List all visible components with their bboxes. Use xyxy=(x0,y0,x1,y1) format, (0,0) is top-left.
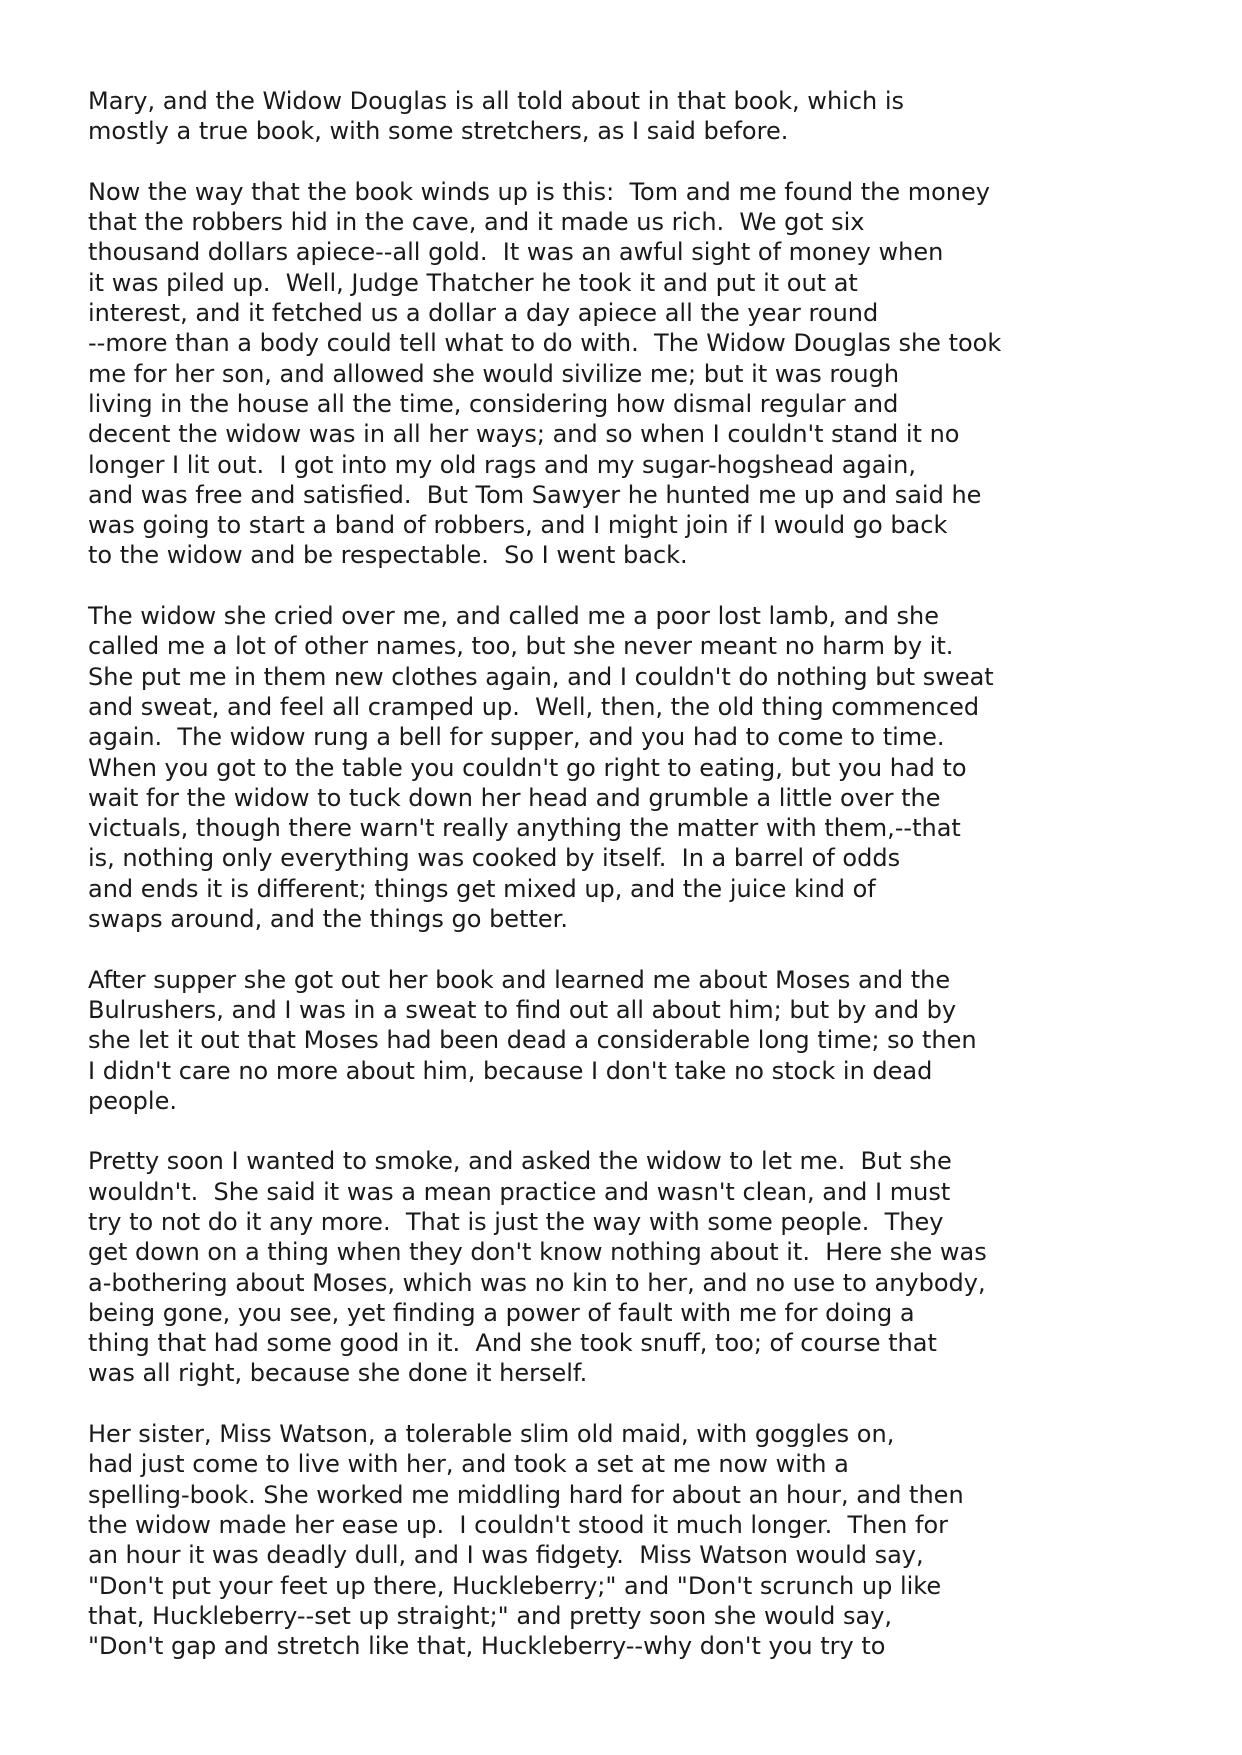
text-line: she let it out that Moses had been dead a considerable long time; so then xyxy=(88,1026,977,1055)
text-line: to the widow and be respectable. So I went back. xyxy=(88,541,688,570)
text-line: Pretty soon I wanted to smoke, and asked the widow to let me. But she xyxy=(88,1147,952,1176)
text-line: get down on a thing when they don't know nothing about it. Here she was xyxy=(88,1238,987,1267)
text-line: me for her son, and allowed she would sivilize me; but it was rough xyxy=(88,359,900,388)
text-line: interest, and it fetched us a dollar a day apiece all the year round xyxy=(88,299,879,328)
text-line: decent the widow was in all her ways; and so when I couldn't stand it no xyxy=(88,420,960,449)
paragraph-3 xyxy=(88,601,1208,934)
text-line: called me a lot of other names, too, but she never meant no harm by it. xyxy=(88,632,954,661)
text-line: After supper she got out her book and learned me about Moses and the xyxy=(88,965,951,994)
text-line: --more than a body could tell what to do with. The Widow Douglas she took xyxy=(88,329,1002,358)
text-line: mostly a true book, with some stretchers, as I said before. xyxy=(88,117,789,146)
paragraph-6 xyxy=(88,1419,1208,1661)
text-line: had just come to live with her, and took a set at me now with a xyxy=(88,1450,849,1479)
text-line: being gone, you see, yet finding a power of fault with me for doing a xyxy=(88,1298,915,1327)
text-line: and ends it is different; things get mixed up, and the juice kind of xyxy=(88,874,876,903)
paragraph-2 xyxy=(88,177,1208,571)
text-line: again. The widow rung a bell for supper, and you had to come to time. xyxy=(88,723,945,752)
text-line: Bulrushers, and I was in a sweat to find out all about him; but by and by xyxy=(88,995,957,1024)
text-line: was going to start a band of robbers, and I might join if I would go back xyxy=(88,511,948,540)
text-line: people. xyxy=(88,1086,177,1115)
text-line: wouldn't. She said it was a mean practice and wasn't clean, and I must xyxy=(88,1177,951,1206)
text-line: try to not do it any more. That is just the way with some people. They xyxy=(88,1207,944,1236)
text-line: thousand dollars apiece--all gold. It was an awful sight of money when xyxy=(88,238,944,267)
text-line: "Don't gap and stretch like that, Huckleberry--why don't you try to xyxy=(88,1632,886,1661)
text-line: it was piled up. Well, Judge Thatcher he took it and put it out at xyxy=(88,268,858,297)
text-line: I didn't care no more about him, because I don't take no stock in dead xyxy=(88,1056,933,1085)
text-line: and sweat, and feel all cramped up. Well, then, the old thing commenced xyxy=(88,692,980,721)
text-line: victuals, though there warn't really anything the matter with them,--that xyxy=(88,814,961,843)
text-line: She put me in them new clothes again, and I couldn't do nothing but sweat xyxy=(88,662,994,691)
text-line: Now the way that the book winds up is this: Tom and me found the money xyxy=(88,177,990,206)
text-line: longer I lit out. I got into my old rags and my sugar-hogshead again, xyxy=(88,450,916,479)
text-line: the widow made her ease up. I couldn't stood it much longer. Then for xyxy=(88,1510,948,1539)
text-line: "Don't put your feet up there, Huckleberry;" and "Don't scrunch up like xyxy=(88,1571,942,1600)
text-line: is, nothing only everything was cooked by itself. In a barrel of odds xyxy=(88,844,901,873)
text-line: When you got to the table you couldn't go right to eating, but you had to xyxy=(88,753,967,782)
text-line: that, Huckleberry--set up straight;" and pretty soon she would say, xyxy=(88,1601,893,1630)
text-line: that the robbers hid in the cave, and it made us rich. We got six xyxy=(88,208,865,237)
text-line: The widow she cried over me, and called me a poor lost lamb, and she xyxy=(88,602,940,631)
paragraph-1 xyxy=(88,86,1208,147)
document-page xyxy=(88,86,1208,1692)
paragraph-4 xyxy=(88,965,1208,1116)
text-line: spelling-book. She worked me middling hard for about an hour, and then xyxy=(88,1480,964,1509)
text-line: Her sister, Miss Watson, a tolerable slim old maid, with goggles on, xyxy=(88,1420,895,1449)
text-line: a-bothering about Moses, which was no kin to her, and no use to anybody, xyxy=(88,1268,986,1297)
text-line: was all right, because she done it herself. xyxy=(88,1359,588,1388)
text-line: thing that had some good in it. And she took snuff, too; of course that xyxy=(88,1329,937,1358)
text-line: living in the house all the time, considering how dismal regular and xyxy=(88,389,899,418)
text-line: wait for the widow to tuck down her head and grumble a little over the xyxy=(88,783,941,812)
text-line: and was free and satisfied. But Tom Sawyer he hunted me up and said he xyxy=(88,480,982,509)
text-line: Mary, and the Widow Douglas is all told about in that book, which is xyxy=(88,87,905,115)
text-line: swaps around, and the things go better. xyxy=(88,905,568,934)
text-line: an hour it was deadly dull, and I was fidgety. Miss Watson would say, xyxy=(88,1541,924,1570)
paragraph-5 xyxy=(88,1146,1208,1388)
